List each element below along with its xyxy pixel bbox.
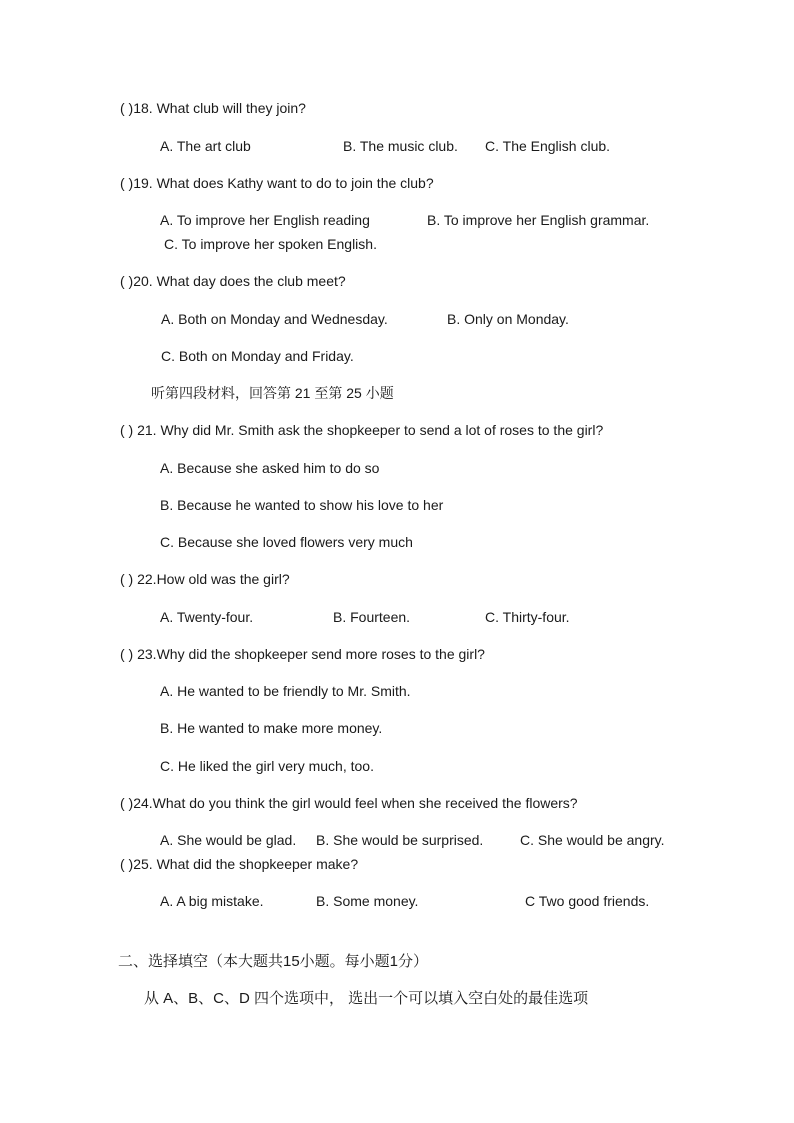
question-23-option-c: C. He liked the girl very much, too. — [160, 758, 374, 774]
question-25-option-b: B. Some money. — [316, 893, 419, 909]
question-20-option-b: B. Only on Monday. — [447, 311, 569, 327]
question-20-option-c: C. Both on Monday and Friday. — [161, 348, 354, 364]
question-24-option-b: B. She would be surprised. — [316, 832, 484, 848]
question-24-option-a: A. She would be glad. — [160, 832, 297, 848]
question-23-option-a: A. He wanted to be friendly to Mr. Smith. — [160, 683, 411, 699]
question-23-option-b: B. He wanted to make more money. — [160, 720, 383, 736]
part4-instruction: 听第四段材料，回答第 21 至第 25 小题 — [151, 385, 394, 401]
section-2-heading: 二、选择填空（本大题共15小题。每小题1分） — [118, 953, 429, 970]
question-22-option-c: C. Thirty-four. — [485, 609, 570, 625]
question-21-option-c: C. Because she loved flowers very much — [160, 534, 413, 550]
question-18-option-b: B. The music club. — [343, 138, 458, 154]
section-2-instruction: 从 A、B、C、D 四个选项中， 选出一个可以填入空白处的最佳选项 — [144, 990, 589, 1007]
question-21-option-b: B. Because he wanted to show his love to her — [160, 497, 444, 513]
question-20-option-a: A. Both on Monday and Wednesday. — [161, 311, 388, 327]
question-24-stem: ( )24.What do you think the girl would feel when she received the flowers? — [120, 795, 578, 811]
question-21-option-a: A. Because she asked him to do so — [160, 460, 380, 476]
question-19-option-b: B. To improve her English grammar. — [427, 212, 650, 228]
question-18-option-a: A. The art club — [160, 138, 251, 154]
question-25-option-c: C Two good friends. — [525, 893, 650, 909]
question-22-option-a: A. Twenty-four. — [160, 609, 254, 625]
question-19-stem: ( )19. What does Kathy want to do to join the club? — [120, 175, 434, 191]
question-18-stem: ( )18. What club will they join? — [120, 100, 306, 116]
question-22-stem: ( ) 22.How old was the girl? — [120, 571, 290, 587]
question-19-option-a: A. To improve her English reading — [160, 212, 370, 228]
question-23-stem: ( ) 23.Why did the shopkeeper send more roses to the girl? — [120, 646, 485, 662]
question-22-option-b: B. Fourteen. — [333, 609, 411, 625]
question-20-stem: ( )20. What day does the club meet? — [120, 273, 346, 289]
question-21-stem: ( ) 21. Why did Mr. Smith ask the shopkeeper to send a lot of roses to the girl? — [120, 422, 604, 438]
question-18-option-c: C. The English club. — [485, 138, 611, 154]
question-24-option-c: C. She would be angry. — [520, 832, 665, 848]
question-25-stem: ( )25. What did the shopkeeper make? — [120, 856, 359, 872]
question-19-option-c: C. To improve her spoken English. — [164, 236, 377, 252]
question-25-option-a: A. A big mistake. — [160, 893, 264, 909]
